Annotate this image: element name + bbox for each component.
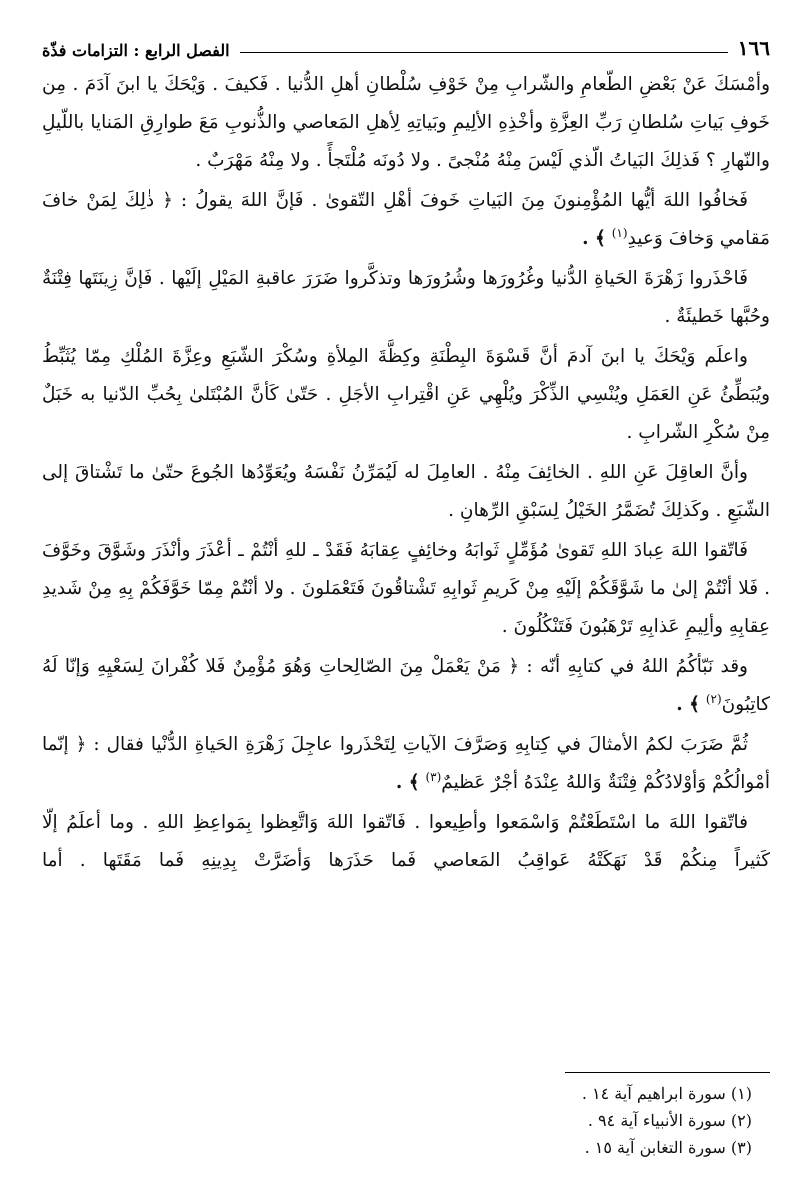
quran-closing-bracket: ﴾ . — [395, 772, 420, 793]
paragraph: فَاحْذَروا زَهْرَةَ الحَياةِ الدُّنيا وغُرُورَها وشُرُورَها وتذكَّروا ضَرَرَ عاقبةِ المَيْلِ إلَيْها . فَإنَّ زِينَتَها فِتْنَةٌ وحُبَّها خَطيئَةٌ . — [42, 268, 770, 327]
page-number: ١٦٦ — [737, 36, 770, 60]
paragraph: واعلَم وَيْحَكَ يا ابنَ آدمَ أنَّ قَسْوَةَ البِطْنَةِ وكِظَّةَ المِلأةِ وسُكْرَ الشّبَعِ وعِزَّةَ المُلْكِ مِمّا يُثَبِّطُ ويُبَطِّئُ عَنِ العَمَلِ ويُنْسِي الذِّكْرَ ويُلْهِي عَنِ اقْتِرابِ الأجَلِ . حَتّىٰ كَأنَّ المُبْتَلىٰ بِحُبِّ الدّنيا به خَبَلٌ مِنْ سُكْرِ الشّرابِ . — [42, 346, 770, 443]
book-page — [42, 30, 771, 1157]
body-text — [42, 66, 770, 880]
header-rule — [240, 52, 728, 53]
paragraph — [42, 648, 770, 724]
paragraph — [42, 726, 770, 802]
footnotes — [582, 1080, 752, 1161]
paragraph-text: وقد نَبّأكُمُ اللهُ في كتابِهِ أنّه : ﴿ مَنْ يَعْمَلْ مِنَ الصّالِحاتِ وَهُوَ مُؤْمِنٌ فَلا كُفْرانَ لِسَعْيِهِ وَإنّا لَهُ كاتِبُونَ — [42, 656, 770, 715]
paragraph-text: ثُمَّ ضَرَبَ لكمُ الأمثالَ في كِتابِهِ وَصَرَّفَ الآياتِ لِتَحْذَروا عاجِلَ زَهْرَةِ الحَياةِ الدُّنْيا فقال : ﴿ إنّما أمْوالُكُمْ وَأوْلادُكُمْ فِتْنَةٌ وَاللهُ عِنْدَهُ أجْرٌ عَظيمٌ — [42, 734, 770, 793]
paragraph — [42, 182, 770, 258]
paragraph: وأمْسَكَ عَنْ بَعْضِ الطّعامِ والشّرابِ مِنْ خَوْفِ سُلْطانِ أهلِ الدُّنيا . فَكيفَ . وَيْحَكَ يا ابنَ آدَمَ . مِن خَوفِ بَياتِ سُلطانِ رَبِّ العِزَّةِ وأخْذِهِ الألِيمِ وبَياتِهِ لِأهلِ المَعاصي والذُّنوبِ مَعَ طوارِقِ المَنايا باللّيلِ والنّهارِ ؟ فَذلِكَ البَياتُ الّذي لَيْسَ مِنْهُ مُنْجىً . ولا دُونَه مُلْتَجأً . ولا مِنْهُ مَهْرَبٌ . — [42, 74, 770, 171]
paragraph: وأنَّ العاقِلَ عَنِ اللهِ . الخائِفَ مِنْهُ . العامِلَ له لَيُمَرِّنُ نَفْسَهُ ويُعَوِّدُها الجُوعَ حتّىٰ ما تَشْتاقَ إلى الشّبَعِ . وكَذلِكَ تُضَمَّرُ الخَيْلُ لِسَبْقِ الرِّهانِ . — [42, 462, 770, 521]
running-head — [42, 30, 770, 60]
quran-closing-bracket: ﴾ . — [582, 228, 606, 249]
paragraph: فاتّقوا اللهَ ما اسْتَطَعْتُمْ وَاسْمَعوا وأطِيعوا . فَاتّقوا اللهَ وَاتَّعِظوا بِمَواعِظِ اللهِ . وما أعلَمُ إلّا كَثيراً مِنكُمْ قَدْ نَهَكَتْهُ عَواقِبُ المَعاصي فَما حَذَرَها وَأضَرَّتْ بِدِينِهِ فَما مَقَتَها . أما — [42, 812, 770, 871]
footnote-marker: (٣) — [425, 769, 442, 784]
paragraph-text: فَخافُوا اللهَ أيُّها المُؤْمِنونَ مِنَ البَياتِ خَوفَ أهْلِ التّقوىٰ . فَإنَّ اللهَ يقولُ : ﴿ ذٰلِكَ لِمَنْ خافَ مَقامي وَخافَ وَعيدِ — [42, 190, 770, 249]
footnote-marker: (٢) — [705, 691, 722, 706]
quran-closing-bracket: ﴾ . — [676, 694, 700, 715]
paragraph: فَاتّقوا اللهَ عِبادَ اللهِ تَقوىٰ مُؤَمِّلٍ ثَوابَهُ وخائِفٍ عِقابَهُ فَقَدْ ـ للهِ أنْتُمْ ـ أعْذَرَ وأنْذَرَ وشَوَّقَ وخَوَّفَ . فَلا أنْتُمْ إلىٰ ما شَوَّقَكُمْ إلَيْهِ مِنْ كَريمِ ثَوابِهِ تَشْتاقُونَ فَتَعْمَلونَ . ولا أنْتُمْ مِمّا خَوَّفَكُمْ بِهِ مِنْ شَديدِ عِقابِهِ وألِيمِ عَذابِهِ تَرْهَبُونَ فَتَنْكُلُونَ . — [42, 540, 771, 637]
footnote: (٢) سورة الأنبياء آية ٩٤ . — [587, 1111, 752, 1130]
footnote-divider — [565, 1072, 770, 1073]
footnote: (٣) سورة التغابن آية ١٥ . — [584, 1138, 752, 1157]
footnote: (١) سورة ابراهيم آية ١٤ . — [581, 1084, 752, 1103]
footnote-marker: (١) — [611, 225, 628, 240]
chapter-title: الفصل الرابع : التزامات فذّة — [42, 41, 230, 60]
